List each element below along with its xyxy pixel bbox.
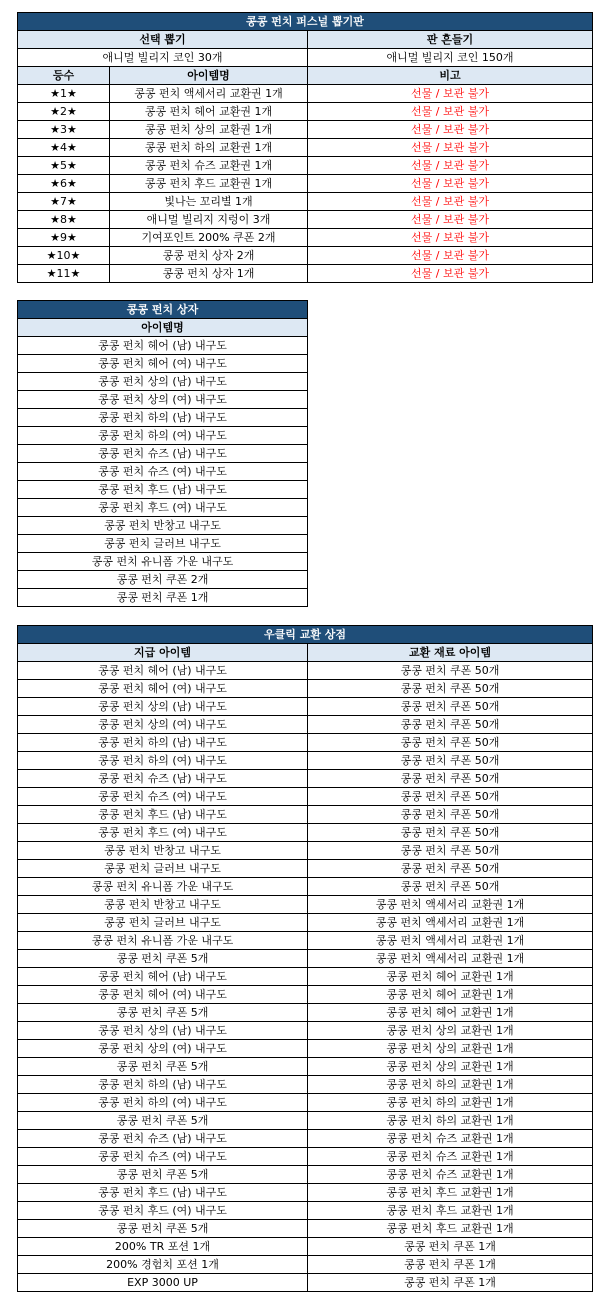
give-item-cell: 콩콩 펀치 반창고 내구도 (18, 896, 308, 914)
table-row (18, 121, 593, 139)
table-row (18, 1040, 593, 1058)
give-item-cell: 콩콩 펀치 하의 (남) 내구도 (18, 734, 308, 752)
table-row (18, 247, 593, 265)
table-row (18, 860, 593, 878)
give-item-cell: 콩콩 펀치 하의 (여) 내구도 (18, 1094, 308, 1112)
rank-cell: ★4★ (18, 139, 110, 157)
give-item-cell: 콩콩 펀치 상의 (남) 내구도 (18, 698, 308, 716)
table-row (18, 662, 593, 680)
material-item-cell: 콩콩 펀치 슈즈 교환권 1개 (308, 1166, 593, 1184)
table-row (18, 103, 593, 121)
give-item-cell: 콩콩 펀치 후드 (남) 내구도 (18, 1184, 308, 1202)
table-row (18, 1022, 593, 1040)
rank-cell: ★9★ (18, 229, 110, 247)
table-row (18, 950, 593, 968)
box-item-cell: 콩콩 펀치 후드 (남) 내구도 (18, 481, 308, 499)
table-row (18, 1202, 593, 1220)
give-item-cell: 200% 경험치 포션 1개 (18, 1256, 308, 1274)
table-row (18, 463, 308, 481)
table-row (18, 589, 308, 607)
box-item-cell: 콩콩 펀치 슈즈 (여) 내구도 (18, 463, 308, 481)
material-item-cell: 콩콩 펀치 헤어 교환권 1개 (308, 1004, 593, 1022)
material-item-cell: 콩콩 펀치 액세서리 교환권 1개 (308, 896, 593, 914)
gacha-title-row (18, 13, 593, 31)
item-cell: 콩콩 펀치 상자 1개 (110, 265, 308, 283)
box-item-column-header: 아이템명 (18, 319, 308, 337)
item-cell: 콩콩 펀치 슈즈 교환권 1개 (110, 157, 308, 175)
table-row (18, 571, 308, 589)
table-row (18, 427, 308, 445)
give-item-cell: 콩콩 펀치 헤어 (여) 내구도 (18, 986, 308, 1004)
note-cell: 선물 / 보관 불가 (308, 85, 593, 103)
table-row (18, 770, 593, 788)
table-row (18, 734, 593, 752)
table-row (18, 157, 593, 175)
material-item-cell: 콩콩 펀치 상의 교환권 1개 (308, 1040, 593, 1058)
table-row (18, 229, 593, 247)
item-cell: 콩콩 펀치 액세서리 교환권 1개 (110, 85, 308, 103)
material-item-column-header: 교환 재료 아이템 (308, 644, 593, 662)
box-item-cell: 콩콩 펀치 유니폼 가운 내구도 (18, 553, 308, 571)
material-item-cell: 콩콩 펀치 쿠폰 50개 (308, 806, 593, 824)
material-item-cell: 콩콩 펀치 쿠폰 50개 (308, 752, 593, 770)
box-item-cell: 콩콩 펀치 쿠폰 2개 (18, 571, 308, 589)
table-row (18, 878, 593, 896)
give-item-cell: 콩콩 펀치 쿠폰 5개 (18, 1166, 308, 1184)
table-row (18, 1148, 593, 1166)
give-item-cell: 콩콩 펀치 슈즈 (남) 내구도 (18, 770, 308, 788)
give-item-cell: 콩콩 펀치 쿠폰 5개 (18, 1220, 308, 1238)
note-column-header: 비고 (308, 67, 593, 85)
give-item-cell: 콩콩 펀치 쿠폰 5개 (18, 1004, 308, 1022)
give-item-column-header: 지급 아이템 (18, 644, 308, 662)
table-row (18, 968, 593, 986)
table-row (18, 1094, 593, 1112)
table-row (18, 85, 593, 103)
material-item-cell: 콩콩 펀치 하의 교환권 1개 (308, 1094, 593, 1112)
table-row (18, 698, 593, 716)
rank-cell: ★3★ (18, 121, 110, 139)
material-item-cell: 콩콩 펀치 쿠폰 50개 (308, 788, 593, 806)
give-item-cell: 콩콩 펀치 슈즈 (남) 내구도 (18, 1130, 308, 1148)
table-row (18, 481, 308, 499)
exchange-shop-table (17, 625, 593, 1292)
material-item-cell: 콩콩 펀치 쿠폰 1개 (308, 1256, 593, 1274)
table-row (18, 265, 593, 283)
give-item-cell: 콩콩 펀치 하의 (여) 내구도 (18, 752, 308, 770)
material-item-cell: 콩콩 펀치 쿠폰 1개 (308, 1238, 593, 1256)
note-cell: 선물 / 보관 불가 (308, 211, 593, 229)
give-item-cell: 콩콩 펀치 유니폼 가운 내구도 (18, 932, 308, 950)
table-row (18, 139, 593, 157)
material-item-cell: 콩콩 펀치 하의 교환권 1개 (308, 1076, 593, 1094)
material-item-cell: 콩콩 펀치 쿠폰 50개 (308, 734, 593, 752)
give-item-cell: 콩콩 펀치 상의 (여) 내구도 (18, 716, 308, 734)
table-row (18, 409, 308, 427)
item-cell: 콩콩 펀치 상자 2개 (110, 247, 308, 265)
box-item-cell: 콩콩 펀치 하의 (남) 내구도 (18, 409, 308, 427)
gacha-column-header-row (18, 67, 593, 85)
table-row (18, 355, 308, 373)
box-title: 콩콩 펀치 상자 (18, 301, 308, 319)
punch-box-table (17, 300, 308, 607)
table-row (18, 499, 308, 517)
shop-column-header-row (18, 644, 593, 662)
item-cell: 콩콩 펀치 헤어 교환권 1개 (110, 103, 308, 121)
shake-board-cost: 애니멀 빌리지 코인 150개 (308, 49, 593, 67)
table-row (18, 211, 593, 229)
material-item-cell: 콩콩 펀치 쿠폰 50개 (308, 878, 593, 896)
item-cell: 콩콩 펀치 상의 교환권 1개 (110, 121, 308, 139)
give-item-cell: 콩콩 펀치 상의 (여) 내구도 (18, 1040, 308, 1058)
material-item-cell: 콩콩 펀치 쿠폰 50개 (308, 860, 593, 878)
shop-title-row (18, 626, 593, 644)
table-row (18, 716, 593, 734)
table-row (18, 1076, 593, 1094)
table-row (18, 1112, 593, 1130)
item-cell: 콩콩 펀치 하의 교환권 1개 (110, 139, 308, 157)
material-item-cell: 콩콩 펀치 액세서리 교환권 1개 (308, 950, 593, 968)
note-cell: 선물 / 보관 불가 (308, 103, 593, 121)
item-cell: 빛나는 꼬리별 1개 (110, 193, 308, 211)
shop-title: 우클릭 교환 상점 (18, 626, 593, 644)
material-item-cell: 콩콩 펀치 쿠폰 50개 (308, 680, 593, 698)
box-item-cell: 콩콩 펀치 상의 (여) 내구도 (18, 391, 308, 409)
box-item-cell: 콩콩 펀치 헤어 (여) 내구도 (18, 355, 308, 373)
note-cell: 선물 / 보관 불가 (308, 121, 593, 139)
material-item-cell: 콩콩 펀치 헤어 교환권 1개 (308, 986, 593, 1004)
material-item-cell: 콩콩 펀치 헤어 교환권 1개 (308, 968, 593, 986)
table-row (18, 1274, 593, 1292)
rank-cell: ★1★ (18, 85, 110, 103)
material-item-cell: 콩콩 펀치 상의 교환권 1개 (308, 1022, 593, 1040)
table-row (18, 824, 593, 842)
table-row (18, 517, 308, 535)
table-row (18, 986, 593, 1004)
material-item-cell: 콩콩 펀치 쿠폰 1개 (308, 1274, 593, 1292)
table-row (18, 1166, 593, 1184)
give-item-cell: 콩콩 펀치 반창고 내구도 (18, 842, 308, 860)
table-row (18, 788, 593, 806)
table-row (18, 553, 308, 571)
give-item-cell: 콩콩 펀치 헤어 (남) 내구도 (18, 968, 308, 986)
give-item-cell: 콩콩 펀치 쿠폰 5개 (18, 1058, 308, 1076)
note-cell: 선물 / 보관 불가 (308, 265, 593, 283)
box-item-cell: 콩콩 펀치 상의 (남) 내구도 (18, 373, 308, 391)
table-row (18, 1004, 593, 1022)
item-cell: 애니멀 빌리지 지렁이 3개 (110, 211, 308, 229)
note-cell: 선물 / 보관 불가 (308, 175, 593, 193)
shake-board-header: 판 흔들기 (308, 31, 593, 49)
box-item-cell: 콩콩 펀치 반창고 내구도 (18, 517, 308, 535)
rank-cell: ★11★ (18, 265, 110, 283)
table-row (18, 680, 593, 698)
item-column-header: 아이템명 (110, 67, 308, 85)
table-row (18, 535, 308, 553)
material-item-cell: 콩콩 펀치 액세서리 교환권 1개 (308, 914, 593, 932)
note-cell: 선물 / 보관 불가 (308, 139, 593, 157)
table-row (18, 1256, 593, 1274)
box-item-cell: 콩콩 펀치 쿠폰 1개 (18, 589, 308, 607)
table-row (18, 1220, 593, 1238)
material-item-cell: 콩콩 펀치 액세서리 교환권 1개 (308, 932, 593, 950)
rank-column-header: 등수 (18, 67, 110, 85)
give-item-cell: 콩콩 펀치 상의 (남) 내구도 (18, 1022, 308, 1040)
table-row (18, 1238, 593, 1256)
note-cell: 선물 / 보관 불가 (308, 157, 593, 175)
table-row (18, 391, 308, 409)
select-draw-header: 선택 뽑기 (18, 31, 308, 49)
table-row (18, 896, 593, 914)
give-item-cell: 콩콩 펀치 후드 (여) 내구도 (18, 1202, 308, 1220)
gacha-board-table (17, 12, 593, 283)
give-item-cell: 콩콩 펀치 후드 (여) 내구도 (18, 824, 308, 842)
give-item-cell: 콩콩 펀치 하의 (남) 내구도 (18, 1076, 308, 1094)
note-cell: 선물 / 보관 불가 (308, 247, 593, 265)
table-row (18, 752, 593, 770)
give-item-cell: 콩콩 펀치 슈즈 (여) 내구도 (18, 788, 308, 806)
material-item-cell: 콩콩 펀치 쿠폰 50개 (308, 824, 593, 842)
table-row (18, 1130, 593, 1148)
give-item-cell: 콩콩 펀치 글러브 내구도 (18, 914, 308, 932)
table-row (18, 1184, 593, 1202)
give-item-cell: 콩콩 펀치 쿠폰 5개 (18, 1112, 308, 1130)
table-row (18, 1058, 593, 1076)
box-item-cell: 콩콩 펀치 글러브 내구도 (18, 535, 308, 553)
rank-cell: ★5★ (18, 157, 110, 175)
give-item-cell: EXP 3000 UP (18, 1274, 308, 1292)
material-item-cell: 콩콩 펀치 후드 교환권 1개 (308, 1202, 593, 1220)
table-row (18, 914, 593, 932)
give-item-cell: 200% TR 포션 1개 (18, 1238, 308, 1256)
table-row (18, 932, 593, 950)
gacha-cost-row (18, 49, 593, 67)
give-item-cell: 콩콩 펀치 후드 (남) 내구도 (18, 806, 308, 824)
item-cell: 콩콩 펀치 후드 교환권 1개 (110, 175, 308, 193)
rank-cell: ★2★ (18, 103, 110, 121)
item-cell: 기여포인트 200% 쿠폰 2개 (110, 229, 308, 247)
give-item-cell: 콩콩 펀치 헤어 (여) 내구도 (18, 680, 308, 698)
material-item-cell: 콩콩 펀치 하의 교환권 1개 (308, 1112, 593, 1130)
rank-cell: ★8★ (18, 211, 110, 229)
note-cell: 선물 / 보관 불가 (308, 229, 593, 247)
select-draw-cost: 애니멀 빌리지 코인 30개 (18, 49, 308, 67)
give-item-cell: 콩콩 펀치 슈즈 (여) 내구도 (18, 1148, 308, 1166)
table-row (18, 175, 593, 193)
material-item-cell: 콩콩 펀치 후드 교환권 1개 (308, 1220, 593, 1238)
table-row (18, 445, 308, 463)
material-item-cell: 콩콩 펀치 쿠폰 50개 (308, 698, 593, 716)
rank-cell: ★6★ (18, 175, 110, 193)
box-column-header-row (18, 319, 308, 337)
table-row (18, 373, 308, 391)
material-item-cell: 콩콩 펀치 쿠폰 50개 (308, 842, 593, 860)
table-row (18, 806, 593, 824)
box-title-row (18, 301, 308, 319)
box-item-cell: 콩콩 펀치 후드 (여) 내구도 (18, 499, 308, 517)
table-row (18, 337, 308, 355)
rank-cell: ★7★ (18, 193, 110, 211)
gacha-mode-header-row (18, 31, 593, 49)
material-item-cell: 콩콩 펀치 쿠폰 50개 (308, 716, 593, 734)
table-row (18, 842, 593, 860)
material-item-cell: 콩콩 펀치 쿠폰 50개 (308, 770, 593, 788)
note-cell: 선물 / 보관 불가 (308, 193, 593, 211)
give-item-cell: 콩콩 펀치 글러브 내구도 (18, 860, 308, 878)
box-item-cell: 콩콩 펀치 하의 (여) 내구도 (18, 427, 308, 445)
gacha-title: 콩콩 펀치 퍼스널 뽑기판 (18, 13, 593, 31)
material-item-cell: 콩콩 펀치 상의 교환권 1개 (308, 1058, 593, 1076)
give-item-cell: 콩콩 펀치 유니폼 가운 내구도 (18, 878, 308, 896)
material-item-cell: 콩콩 펀치 슈즈 교환권 1개 (308, 1130, 593, 1148)
give-item-cell: 콩콩 펀치 쿠폰 5개 (18, 950, 308, 968)
material-item-cell: 콩콩 펀치 슈즈 교환권 1개 (308, 1148, 593, 1166)
give-item-cell: 콩콩 펀치 헤어 (남) 내구도 (18, 662, 308, 680)
box-item-cell: 콩콩 펀치 헤어 (남) 내구도 (18, 337, 308, 355)
rank-cell: ★10★ (18, 247, 110, 265)
material-item-cell: 콩콩 펀치 쿠폰 50개 (308, 662, 593, 680)
box-item-cell: 콩콩 펀치 슈즈 (남) 내구도 (18, 445, 308, 463)
table-row (18, 193, 593, 211)
material-item-cell: 콩콩 펀치 후드 교환권 1개 (308, 1184, 593, 1202)
